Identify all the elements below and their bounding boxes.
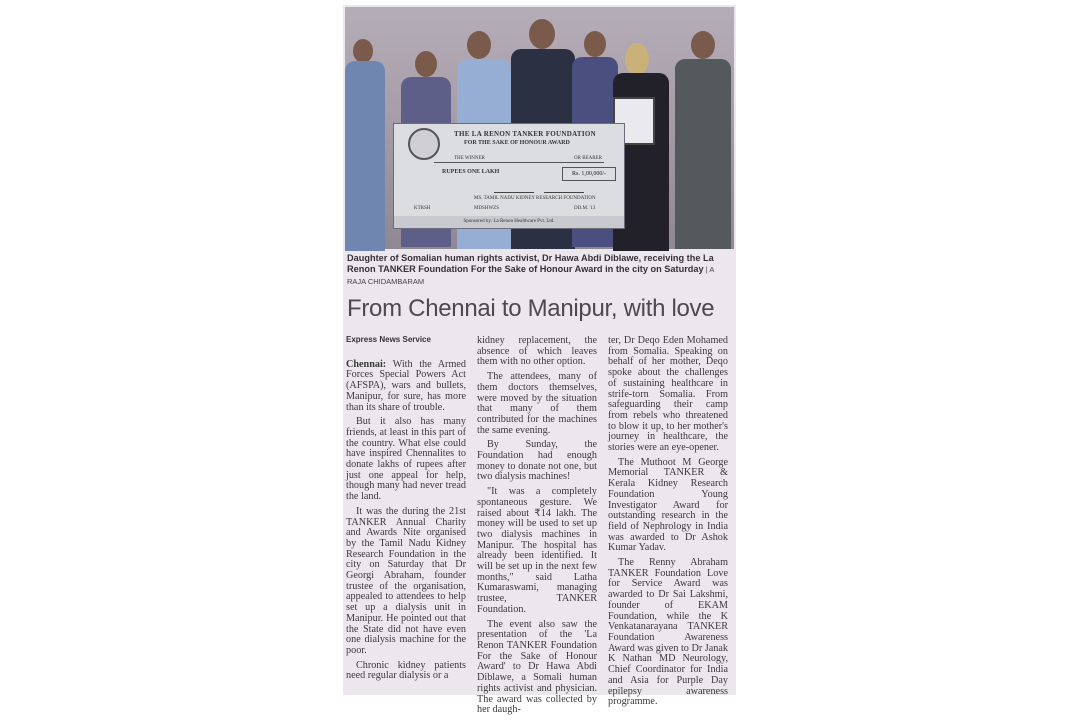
article-byline: Express News Service <box>346 335 431 344</box>
article-column-3 <box>608 336 728 712</box>
caption-separator: | <box>703 265 710 275</box>
cheque-title: THE LA RENON TANKER FOUNDATION <box>454 130 597 138</box>
article-column-2 <box>477 336 597 720</box>
cheque-date: DD.M. '13 <box>574 206 596 211</box>
cheque-sponsor: Sponsored by: La Renon Healthcare Pvt. Ltd. <box>394 216 624 228</box>
cheque-sign-2: MDSHWZS <box>474 206 500 211</box>
article-paragraph: Chronic kidney patients need regular dialysis or a <box>346 659 466 682</box>
photo-credit: A RAJA CHIDAMBARAM <box>347 265 714 286</box>
article-paragraph: The attendees, many of them doctors themselves, were moved by the situation that many of them contributed for the machines the same evening. <box>477 371 597 436</box>
article-paragraph: But it also has many friends, at least in this part of the country. What else could have inspired Chennalites to donate lakhs of rupees after just one appeal for help, though many had never tread the land. <box>346 416 466 503</box>
cheque-rupees: RUPEES ONE LAKH <box>442 169 500 175</box>
article-paragraph: The Muthoot M George Memorial TANKER & Kerala Kidney Research Foundation Young Investigator Award for outstanding research in the field of Nephrology in India was awarded to Dr Ashok Kumar Yadav. <box>608 456 728 554</box>
article-paragraph: The Renny Abraham TANKER Foundation Love for Service Award was awarded to Dr Sai Lakshmi, founder of EKAM Foundation, while the K Venkatanarayana TANKER Foundation Awareness Award was given to Dr Janak K Nathan MD Neurology, Chief Coordinator for India and Asia for Purple Day epilepsy awareness programme. <box>608 557 728 708</box>
cheque-signatory: MS. TAMIL NADU KIDNEY RESEARCH FOUNDATION <box>474 196 596 201</box>
cheque-amount: Rs. 1,00,000/- <box>562 167 616 181</box>
article-paragraph: Chennai: With the Armed Forces Special Powers Act (AFSPA), wars and bullets, Manipur, for sure, has more than its share of trouble. <box>346 358 466 413</box>
article-paragraph: By Sunday, the Foundation had enough money to donate not one, but two dialysis machines! <box>477 439 597 483</box>
article-paragraph: kidney replacement, the absence of which leaves them with no other option. <box>477 335 597 368</box>
dateline: Chennai: <box>346 358 387 370</box>
article-headline: From Chennai to Manipur, with love <box>347 295 715 322</box>
article-column-1 <box>346 335 466 686</box>
newspaper-clipping <box>343 5 736 716</box>
cheque-bearer-label: OR BEARER <box>574 156 602 161</box>
caption-text: Daughter of Somalian human rights activist, Dr Hawa Abdi Diblawe, receiving the La Renon TANKER Foundation For the Sake of Honour Award in the city on Saturday <box>347 253 714 275</box>
article-paragraph: "It was a completely spontaneous gesture. We raised about ₹14 lakh. The money will be used to set up two dialysis machines in Manipur. The hospital has already been identified. It will be set up in the next few months," said Latha Kumaraswami, managing trustee, TANKER Foundation. <box>477 486 597 615</box>
article-paragraph: ter, Dr Deqo Eden Mohamed from Somalia. Speaking on behalf of her mother, Deqo spoke about the challenges of sustaining healthcare in strife-torn Somalia. From safeguarding their camp from rebels who threatened to blow it up, to her mother's journey in healthcare, the stories were an eye-opener. <box>608 335 728 454</box>
award-ceremony-photo <box>345 7 734 249</box>
article-paragraph: The event also saw the presentation of the 'La Renon TANKER Foundation For the Sake of Honour Award' to Dr Hawa Abdi Diblawe, a Somali human rights activist and physician. The award was collected by her daugh- <box>477 618 597 716</box>
award-cheque <box>393 123 625 229</box>
cheque-payee-label: THE WINNER <box>454 156 485 161</box>
cheque-sign-1: KTRSH <box>414 206 431 211</box>
person-1 <box>345 37 393 249</box>
foundation-seal-icon <box>408 128 440 160</box>
cheque-subtitle: FOR THE SAKE OF HONOUR AWARD <box>464 140 570 146</box>
person-7 <box>671 29 731 249</box>
article-paragraph: It was the during the 21st TANKER Annual Charity and Awards Nite organised by the Tamil Nadu Kidney Research Foundation in the city on Saturday that Dr Georgi Abraham, founder trustee of the organisation, appealed to attendees to help set up a dialysis unit in Manipur. He pointed out that the State did not have even one dialysis machine for the poor. <box>346 505 466 656</box>
photo-caption <box>347 253 733 287</box>
